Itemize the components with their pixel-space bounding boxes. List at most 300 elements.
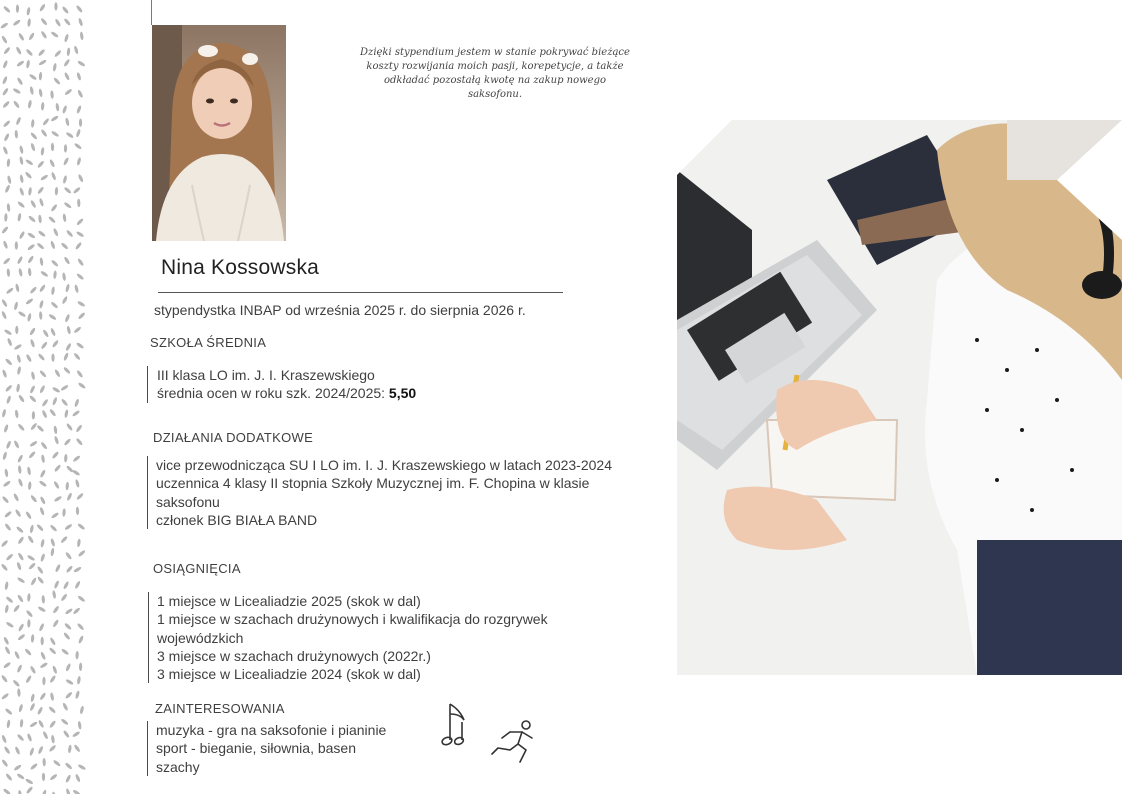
leaf-mark xyxy=(64,34,70,43)
leaf-mark xyxy=(66,229,74,237)
leaf-mark xyxy=(17,688,21,697)
leaf-mark xyxy=(64,72,71,81)
leaf-mark xyxy=(77,676,82,685)
leaf-mark xyxy=(53,425,57,434)
leaf-mark xyxy=(39,311,43,320)
leaf-mark xyxy=(50,548,55,557)
leaf-mark xyxy=(17,423,25,431)
leaf-mark xyxy=(4,213,8,222)
leaf-mark xyxy=(19,145,24,154)
leaf-mark xyxy=(26,60,31,69)
leaf-mark xyxy=(77,60,86,67)
leaf-mark xyxy=(78,312,86,320)
leaf-mark xyxy=(6,395,12,404)
leaf-mark xyxy=(16,4,19,12)
leaf-mark xyxy=(76,370,84,379)
leaf-mark xyxy=(29,286,37,294)
leaf-mark xyxy=(49,408,57,417)
leaf-mark xyxy=(68,745,72,754)
leaf-mark xyxy=(16,60,25,67)
leaf-mark xyxy=(52,386,61,393)
leaf-mark xyxy=(48,313,57,320)
list-item: 3 miejsce w szachach drużynowych (2022r.) xyxy=(157,647,431,664)
leaf-mark xyxy=(27,100,32,109)
leaf-mark xyxy=(52,665,58,674)
leaf-mark xyxy=(76,157,81,166)
leaf-mark xyxy=(5,621,14,628)
leaf-mark xyxy=(2,100,10,108)
section-heading-achievements: OSIĄGNIĘCIA xyxy=(153,561,241,576)
leaf-mark xyxy=(50,240,56,249)
leaf-mark xyxy=(5,440,11,449)
leaf-mark xyxy=(29,327,36,336)
leaf-mark xyxy=(42,773,45,781)
leaf-mark xyxy=(25,159,34,166)
leaf-mark xyxy=(73,566,82,573)
leaf-mark xyxy=(49,675,56,684)
activities-list xyxy=(147,456,617,529)
leaf-mark xyxy=(6,720,10,729)
leaf-mark xyxy=(40,553,46,562)
leaf-mark xyxy=(30,339,36,348)
leaf-mark xyxy=(2,496,10,504)
leaf-mark xyxy=(25,778,34,785)
leaf-mark xyxy=(15,409,19,418)
leaf-mark xyxy=(76,5,84,14)
leaf-mark xyxy=(61,296,68,305)
leaf-mark xyxy=(65,131,74,138)
leaf-mark xyxy=(12,19,21,26)
leaf-mark xyxy=(39,385,46,394)
leaf-mark xyxy=(3,636,10,645)
leaf-mark xyxy=(54,369,61,378)
leaf-mark xyxy=(52,339,60,348)
leaf-mark xyxy=(74,142,83,150)
leaf-mark xyxy=(65,117,70,126)
leaf-mark xyxy=(3,257,11,265)
leaf-mark xyxy=(18,310,27,317)
leaf-mark xyxy=(2,60,8,69)
leaf-mark xyxy=(16,562,22,571)
leaf-mark xyxy=(17,577,26,584)
leaf-mark xyxy=(5,553,13,561)
leaf-mark xyxy=(77,89,84,98)
leaf-mark xyxy=(1,734,7,743)
leaf-mark xyxy=(1,692,10,700)
leaf-mark xyxy=(76,231,85,238)
leaf-mark xyxy=(18,465,22,474)
leaf-mark xyxy=(37,186,45,195)
leaf-mark xyxy=(49,159,56,168)
leaf-mark xyxy=(75,690,80,699)
leaf-mark xyxy=(24,171,32,179)
leaf-mark xyxy=(29,665,36,674)
list-item: vice przewodnicząca SU I LO im. I. J. Kraszewskiego w latach 2023-2024 xyxy=(156,457,612,473)
leaf-mark xyxy=(17,733,25,741)
leaf-mark xyxy=(78,382,86,390)
leaf-mark xyxy=(4,604,9,613)
leaf-mark xyxy=(76,105,82,114)
leaf-mark xyxy=(28,562,36,570)
leaf-mark xyxy=(62,213,66,222)
list-item: muzyka - gra na saksofonie i pianinie xyxy=(156,722,387,738)
leaf-mark xyxy=(54,495,63,502)
leaf-mark xyxy=(28,481,32,490)
leaf-mark xyxy=(29,747,35,756)
leaf-mark xyxy=(49,524,57,532)
leaf-mark xyxy=(6,268,10,277)
leaf-mark xyxy=(17,478,23,487)
leaf-mark xyxy=(77,199,81,208)
leaf-mark xyxy=(50,301,58,309)
leaf-mark xyxy=(73,186,82,194)
leaf-mark xyxy=(40,174,49,181)
leaf-mark xyxy=(38,88,43,97)
leaf-mark xyxy=(15,283,20,292)
leaf-mark xyxy=(51,735,55,744)
leaf-mark xyxy=(74,398,80,407)
leaf-mark xyxy=(30,577,37,586)
leaf-mark xyxy=(75,129,81,138)
leaf-mark xyxy=(79,118,82,126)
leaf-mark xyxy=(54,436,60,445)
leaf-mark xyxy=(39,469,46,478)
leaf-mark xyxy=(51,172,57,181)
leaf-mark xyxy=(1,409,6,418)
leaf-mark xyxy=(38,623,45,632)
leaf-mark xyxy=(52,619,59,628)
leaf-mark xyxy=(36,242,45,250)
leaf-mark xyxy=(3,46,11,54)
leaf-mark xyxy=(38,48,46,56)
leaf-mark xyxy=(2,369,8,378)
leaf-mark xyxy=(78,635,84,644)
leaf-mark xyxy=(12,679,20,687)
leaf-mark xyxy=(38,230,47,238)
leaf-mark xyxy=(51,451,59,459)
leaf-mark xyxy=(76,218,84,226)
leaf-mark xyxy=(16,77,23,86)
leaf-mark xyxy=(65,482,69,491)
leaf-mark xyxy=(79,663,82,671)
leaf-mark xyxy=(27,255,34,264)
leaf-mark xyxy=(28,215,36,223)
leaf-mark xyxy=(1,35,8,44)
leaf-mark xyxy=(17,536,24,545)
leaf-mark xyxy=(75,479,80,488)
leaf-mark xyxy=(64,314,70,323)
leaf-mark xyxy=(53,270,57,279)
leaf-mark xyxy=(19,156,24,165)
leaf-mark xyxy=(3,480,12,488)
section-heading-school: SZKOŁA ŚREDNIA xyxy=(150,335,267,350)
student-name: Nina Kossowska xyxy=(161,256,320,279)
leaf-mark xyxy=(76,492,84,500)
leaf-mark xyxy=(72,469,81,476)
leaf-mark xyxy=(52,590,57,599)
leaf-mark xyxy=(30,143,36,152)
leaf-mark xyxy=(36,524,44,532)
leaf-mark xyxy=(77,595,86,603)
leaf-mark xyxy=(27,313,32,322)
leaf-mark xyxy=(39,72,43,81)
leaf-mark xyxy=(4,510,12,518)
leaf-mark xyxy=(3,746,10,755)
interests-list xyxy=(147,721,437,776)
list-item: 1 miejsce w Licealiadzie 2025 (skok w dal) xyxy=(157,593,421,609)
leaf-mark xyxy=(0,22,9,29)
leaf-mark xyxy=(0,539,8,547)
leaf-mark xyxy=(3,120,11,128)
leaf-mark xyxy=(61,6,69,14)
leaf-mark xyxy=(4,469,9,478)
leaf-mark xyxy=(75,242,83,251)
leaf-mark xyxy=(72,789,81,794)
leaf-mark xyxy=(39,496,46,505)
leaf-mark xyxy=(50,115,59,122)
leaf-mark xyxy=(64,454,68,463)
leaf-mark xyxy=(25,48,33,56)
leaf-mark xyxy=(14,651,21,660)
leaf-mark xyxy=(63,352,69,361)
leaf-mark xyxy=(17,213,22,222)
leaf-mark xyxy=(64,88,73,96)
list-item: 3 miejsce w Licealiadzie 2024 (skok w dal) xyxy=(157,666,421,683)
leaf-mark xyxy=(42,329,49,338)
leaf-mark xyxy=(79,705,84,714)
section-heading-interests: ZAINTERESOWANIA xyxy=(155,701,285,716)
leaf-mark xyxy=(77,174,84,183)
leaf-mark xyxy=(74,284,79,293)
leaf-mark xyxy=(4,184,10,193)
leaf-mark xyxy=(17,256,24,265)
leaf-mark xyxy=(51,130,60,137)
leaf-mark xyxy=(64,523,73,530)
leaf-mark xyxy=(1,226,9,234)
leaf-mark xyxy=(39,370,47,378)
leaf-mark xyxy=(72,731,81,738)
leaf-mark xyxy=(62,702,69,711)
leaf-mark xyxy=(30,422,38,431)
leaf-mark xyxy=(61,398,69,406)
leaf-mark xyxy=(60,384,69,391)
leaf-mark xyxy=(64,622,72,630)
leaf-mark xyxy=(77,258,85,267)
leaf-mark xyxy=(66,492,72,501)
top-divider xyxy=(151,0,152,25)
leaf-mark xyxy=(27,619,30,627)
leaf-mark xyxy=(40,270,49,277)
leaf-mark xyxy=(24,648,32,656)
leaf-mark xyxy=(37,606,46,613)
leaf-mark xyxy=(60,593,68,602)
leaf-mark xyxy=(73,45,79,54)
leaf-mark xyxy=(66,423,74,432)
leaf-mark xyxy=(18,704,23,713)
leaf-mark xyxy=(27,535,34,544)
grade-average-value: 5,50 xyxy=(388,385,417,402)
leaf-mark xyxy=(25,511,32,520)
leaf-mark xyxy=(2,146,8,155)
leaf-mark xyxy=(55,564,62,573)
leaf-mark xyxy=(38,719,45,728)
leaf-mark xyxy=(53,481,60,490)
leaf-mark xyxy=(40,30,47,39)
leaf-mark xyxy=(41,398,49,407)
leaf-mark xyxy=(25,354,32,363)
leaf-mark xyxy=(19,719,23,728)
leaf-mark xyxy=(54,18,61,27)
leaf-mark xyxy=(72,455,81,463)
leaf-mark xyxy=(13,604,21,613)
leaf-mark xyxy=(37,576,45,585)
leaf-mark xyxy=(1,759,9,768)
leaf-mark xyxy=(13,100,21,109)
leaf-mark xyxy=(18,231,25,240)
leaf-mark xyxy=(31,119,35,128)
leaf-mark xyxy=(63,186,71,194)
leaf-mark xyxy=(40,129,48,138)
scholarship-period: stypendystka INBAP od września 2025 r. do sierpnia 2026 r. xyxy=(154,302,526,318)
leaf-mark xyxy=(18,32,25,41)
leaf-mark xyxy=(73,352,81,360)
leaf-mark xyxy=(12,87,21,94)
leaf-mark xyxy=(51,512,60,519)
leaf-mark xyxy=(18,394,25,403)
leaf-mark xyxy=(64,762,72,770)
leaf-mark xyxy=(0,563,8,571)
leaf-mark xyxy=(75,438,83,446)
leaf-mark xyxy=(53,77,61,85)
leaf-mark xyxy=(41,595,45,604)
leaf-mark xyxy=(52,397,58,406)
leaf-mark xyxy=(51,259,59,267)
leaf-mark xyxy=(62,105,68,114)
leaf-mark xyxy=(39,662,48,669)
leaf-mark xyxy=(4,708,12,716)
leaf-mark xyxy=(6,287,15,295)
leaf-mark xyxy=(13,493,20,502)
leaf-mark xyxy=(29,721,38,728)
leaf-mark xyxy=(37,746,44,755)
leaf-mark xyxy=(5,773,13,782)
leaf-mark xyxy=(14,130,18,139)
leaf-mark xyxy=(78,549,86,557)
leaf-mark xyxy=(51,286,55,295)
leaf-mark xyxy=(25,675,32,684)
leaf-mark xyxy=(4,329,13,336)
leaf-mark xyxy=(25,298,34,306)
leaf-mark xyxy=(64,409,69,418)
leaf-mark xyxy=(36,424,44,432)
leaf-mark xyxy=(28,268,32,277)
leaf-mark xyxy=(31,634,35,643)
section-heading-activities: DZIAŁANIA DODATKOWE xyxy=(153,430,314,445)
leaf-mark xyxy=(17,366,22,375)
leaf-mark xyxy=(42,731,49,740)
leaf-mark xyxy=(29,86,34,95)
leaf-mark xyxy=(14,343,23,350)
leaf-mark xyxy=(17,594,24,603)
leaf-mark xyxy=(1,299,8,308)
leaf-mark xyxy=(51,353,54,361)
leaf-mark xyxy=(29,395,37,403)
leaf-mark xyxy=(61,648,70,656)
leaf-mark xyxy=(63,157,70,166)
leaf-mark xyxy=(63,438,71,446)
leaf-pattern-strip xyxy=(0,0,86,794)
leaf-mark xyxy=(4,523,12,532)
leaf-mark xyxy=(63,18,71,26)
leaf-mark xyxy=(15,46,22,55)
leaf-mark xyxy=(40,441,48,450)
leaf-mark xyxy=(40,539,45,548)
leaf-mark xyxy=(27,232,36,239)
list-item: uczennica 4 klasy II stopnia Szkoły Muzycznej im. F. Chopina w klasie saksofonu xyxy=(156,475,590,510)
leaf-mark xyxy=(26,7,31,16)
leaf-mark xyxy=(41,102,45,111)
leaf-mark xyxy=(49,637,56,646)
leaf-mark xyxy=(3,661,12,669)
leaf-mark xyxy=(78,18,84,27)
leaf-mark xyxy=(18,623,25,632)
leaf-mark xyxy=(14,746,20,755)
leaf-mark xyxy=(49,647,57,655)
leaf-mark xyxy=(50,90,54,99)
leaf-mark xyxy=(15,116,21,125)
leaf-mark xyxy=(60,242,68,250)
leaf-mark xyxy=(39,198,45,207)
leaf-mark xyxy=(50,692,55,701)
leaf-mark xyxy=(49,720,57,729)
list-item: sport - bieganie, siłownia, basen xyxy=(156,740,357,757)
leaf-mark xyxy=(15,241,18,249)
school-info xyxy=(147,366,477,403)
leaf-mark xyxy=(13,440,20,449)
leaf-mark xyxy=(40,651,47,660)
leaf-mark xyxy=(72,607,80,615)
leaf-mark xyxy=(37,566,44,575)
leaf-mark xyxy=(28,451,36,459)
leaf-mark xyxy=(48,216,56,224)
leaf-mark xyxy=(2,76,8,85)
leaf-mark xyxy=(52,605,60,614)
leaf-mark xyxy=(4,581,9,590)
leaf-mark xyxy=(40,147,44,156)
leaf-mark xyxy=(39,3,46,12)
leaf-mark xyxy=(50,31,59,39)
leaf-mark xyxy=(7,175,12,184)
achievements-list xyxy=(148,592,628,683)
leaf-mark xyxy=(76,273,84,281)
leaf-mark xyxy=(75,651,79,660)
leaf-mark xyxy=(55,187,59,196)
leaf-mark xyxy=(26,609,34,617)
leaf-mark xyxy=(14,509,21,518)
name-underline xyxy=(158,292,563,293)
leaf-mark xyxy=(63,58,70,67)
leaf-mark xyxy=(7,338,13,347)
leaf-mark xyxy=(26,786,34,794)
leaf-mark xyxy=(75,774,81,783)
leaf-mark xyxy=(60,535,68,543)
leaf-mark xyxy=(17,633,26,641)
leaf-mark xyxy=(41,637,44,645)
leaf-mark xyxy=(28,32,35,41)
leaf-mark xyxy=(6,203,10,212)
leaf-mark xyxy=(77,623,85,631)
leaf-mark xyxy=(30,132,38,140)
